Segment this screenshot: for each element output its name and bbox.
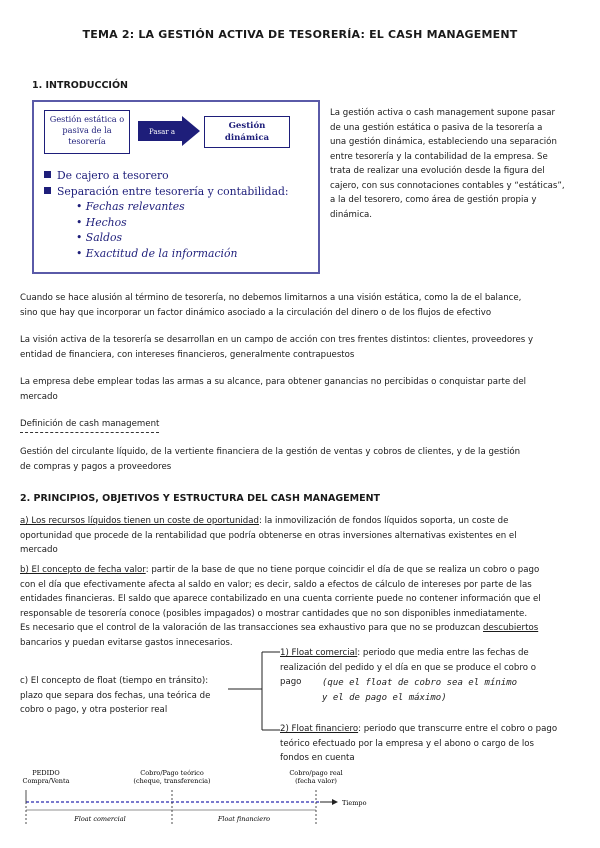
text-line: La visión activa de la tesorería se desarrollan en un campo de acción con tres frentes distintos: clientes, proveedores y: [20, 335, 534, 345]
text-line: entidad de financiera, con intereses financieros, generalmente contrapuestos: [20, 349, 355, 360]
text-line: plazo que separa dos fechas, una teórica de: [20, 690, 211, 701]
point-b-text: : partir de la base de que no tiene porque coincidir el día de que se realiza un cobro o pago: [145, 565, 540, 575]
text-line: c) El concepto de float (tiempo en tránsito):: [20, 676, 209, 686]
bullet-1: De cajero a tesorero: [57, 169, 169, 182]
text-line: La gestión activa o cash management supone pasar: [330, 108, 556, 118]
handwritten-note: [322, 676, 517, 706]
point-b-label: b) El concepto de fecha valor: [20, 565, 146, 575]
text-line: Gestión del circulante líquido, de la vertiente financiera de la gestión de ventas y cobros de clientes, y de la gestión: [20, 447, 521, 457]
text-line: La empresa debe emplear todas las armas a su alcance, para obtener ganancias no percibidas o conquistar parte del: [20, 377, 527, 387]
timeline-point-3-label: Cobro/pago real: [289, 769, 343, 777]
text-line: responsable de tesorería conoce (posibles impagados) o mostrar cantidades que no son disponibles inmediatamente.: [20, 608, 528, 619]
text-line: dinámica.: [330, 209, 373, 220]
point-a-label: a) Los recursos líquidos tienen un coste de oportunidad: [20, 516, 259, 526]
text-line: entre tesorería y la contabilidad de la empresa. Se: [330, 151, 548, 162]
sub-item: • Exactitud de la información: [76, 246, 238, 260]
figure-bullets: [44, 168, 289, 261]
timeline-axis-label: Tiempo: [342, 799, 367, 807]
float-timeline: [20, 766, 580, 828]
static-management-box: Gestión estática o pasiva de la tesorería: [44, 110, 130, 154]
sub-item: • Saldos: [76, 231, 123, 244]
timeline-point-2-sub: (cheque, transferencia): [133, 777, 211, 785]
point-a-text: : la inmovilización de fondos líquidos soporta, un coste de: [258, 516, 509, 526]
text-line: a la del tesorero, como área de gestión propia y: [330, 195, 537, 205]
segment-float-financiero: Float financiero: [217, 815, 271, 823]
definition-title: Definición de cash management: [20, 417, 159, 433]
text-line: con el día que efectivamente afecta al saldo en valor; es decir, saldo a efectos de cálculo de intereses por parte de las: [20, 579, 532, 590]
handwritten-line: y el de pago el máximo): [322, 693, 447, 703]
arrow-label: Pasar a: [148, 128, 176, 136]
intro-side-text: [330, 106, 595, 222]
text-line: oportunidad que procede de la rentabilidad que podría obtenerse en otras inversiones alternativas existentes en el: [20, 530, 517, 541]
descubiertos-word: descubiertos: [483, 623, 539, 633]
text-line: entidades financieras. El saldo que aparece contabilizado en una cuenta corriente puede no contener información que el: [20, 594, 541, 604]
bullet-square-icon: [44, 187, 51, 194]
float-financiero: [280, 722, 595, 766]
sub-item: • Hechos: [76, 215, 127, 229]
dynamic-management-box: Gestión dinámica: [204, 116, 290, 148]
timeline-point-3-sub: (fecha valor): [295, 777, 337, 785]
text-line: fondos en cuenta: [280, 753, 355, 763]
handwritten-line: (que el float de cobro sea el mínimo: [322, 678, 518, 688]
float-financiero-text: : periodo que transcurre entre el cobro o pago: [358, 724, 558, 734]
timeline-point-1-sub: Compra/Venta: [22, 777, 70, 785]
text-line: sino que hay que incorporar un factor dinámico asociado a la circulación del dinero o de los flujos de efectivo: [20, 307, 492, 318]
timeline-arrow-icon: [332, 799, 338, 805]
text-line: cajero, con sus connotaciones contables y “estáticas”,: [330, 180, 565, 191]
text-line: teórico efectuado por la empresa y el abono o cargo de los: [280, 738, 535, 749]
text-line: Es necesario que el control de la valoración de las transacciones sea exhaustivo para que no se produzcan: [20, 623, 481, 633]
float-financiero-label: 2) Float financiero: [280, 724, 359, 734]
text-line: una gestión dinámica, estableciendo una separación: [330, 137, 557, 147]
timeline-point-2-label: Cobro/Pago teórico: [140, 769, 204, 777]
text-line: cobro o pago, y otra posterior real: [20, 705, 168, 715]
text-line: bancarios y puedan evitarse gastos innecesarios.: [20, 637, 233, 648]
intro-figure: [32, 100, 320, 274]
text-line: realización del pedido y el día en que se produce el cobro o: [280, 662, 536, 673]
text-line: trata de realizar una evolución desde la figura del: [330, 166, 545, 176]
point-a: [20, 514, 517, 558]
text-line: pago: [280, 677, 302, 687]
timeline-point-1-label: PEDIDO: [32, 769, 60, 777]
definition-text: [20, 445, 520, 474]
text-line: Cuando se hace alusión al término de tesorería, no debemos limitarnos a una visión estática, como la de el balance,: [20, 293, 522, 303]
point-c: [20, 674, 235, 718]
bullet-square-icon: [44, 171, 51, 178]
text-line: de una gestión estática o pasiva de la tesorería a: [330, 122, 543, 133]
float-comercial-label: 1) Float comercial: [280, 648, 358, 658]
text-line: mercado: [20, 545, 58, 555]
paragraph-1: [20, 291, 521, 320]
point-b: [20, 563, 541, 650]
segment-float-comercial: Float comercial: [74, 815, 126, 823]
sub-item: • Fechas relevantes: [76, 200, 185, 213]
pasar-a-arrow-icon: [138, 116, 200, 146]
bullet-2: Separación entre tesorería y contabilidad:: [57, 184, 289, 198]
section-2-heading: 2. PRINCIPIOS, OBJETIVOS Y ESTRUCTURA DEL CASH MANAGEMENT: [20, 493, 380, 504]
section-1-heading: 1. INTRODUCCIÓN: [32, 80, 128, 91]
page-title: TEMA 2: LA GESTIÓN ACTIVA DE TESORERÍA: EL CASH MANAGEMENT: [82, 28, 518, 41]
paragraph-2: [20, 333, 533, 362]
text-line: mercado: [20, 391, 58, 402]
paragraph-3: [20, 375, 526, 404]
float-comercial-text: : periodo que media entre las fechas de: [357, 648, 529, 658]
text-line: de compras y pagos a proveedores: [20, 461, 172, 472]
definition-heading: [20, 417, 159, 433]
